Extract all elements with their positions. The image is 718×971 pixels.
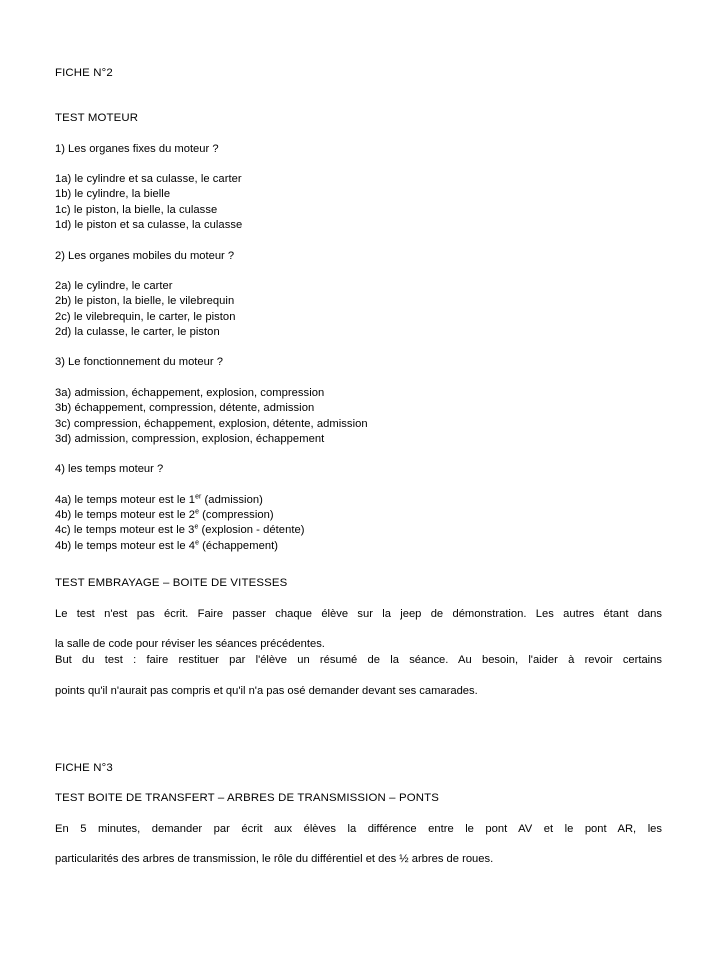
answer-option: 2a) le cylindre, le carter [55, 279, 173, 292]
spacer [55, 81, 662, 111]
ordinal-suffix: e [195, 508, 199, 516]
ordinal-suffix: er [195, 492, 202, 500]
question-prompt-1: 1) Les organes fixes du moteur ? [55, 142, 219, 155]
spacer [55, 592, 662, 607]
answer-tail: (échappement) [199, 539, 279, 552]
fiche3-title: FICHE N°3 [55, 762, 113, 775]
answer-block-1 [55, 172, 662, 234]
answer-tail: (admission) [201, 493, 263, 506]
answer-option: 1b) le cylindre, la bielle [55, 188, 171, 201]
answer-option: 1c) le piston, la bielle, la culasse [55, 203, 218, 216]
answer-option: 3d) admission, compression, explosion, échappement [55, 432, 325, 445]
spacer [55, 554, 662, 576]
spacer [55, 127, 662, 142]
fiche3-paragraph [55, 822, 662, 868]
question-prompt-3: 3) Le fonctionnement du moteur ? [55, 356, 223, 369]
answer-tail: (compression) [199, 509, 274, 522]
spacer [55, 157, 662, 172]
answer-option: 3c) compression, échappement, explosion, détente, admission [55, 417, 368, 430]
question-prompt-2: 2) Les organes mobiles du moteur ? [55, 249, 235, 262]
embrayage-heading: TEST EMBRAYAGE – BOITE DE VITESSES [55, 577, 288, 590]
answer-option: 3b) échappement, compression, détente, admission [55, 402, 315, 415]
answer-option: 1d) le piston et sa culasse, la culasse [55, 219, 243, 232]
spacer [55, 234, 662, 249]
spacer [55, 371, 662, 386]
paragraph-line: la salle de code pour réviser les séances précédentes. [55, 638, 325, 651]
answer-option: 2c) le vilebrequin, le carter, le piston [55, 310, 236, 323]
answer-option [55, 523, 662, 538]
answer-option [55, 539, 662, 554]
answer-block-2 [55, 279, 662, 341]
answer-text: 4b) le temps moteur est le 2 [55, 509, 196, 522]
answer-text: 4c) le temps moteur est le 3 [55, 524, 195, 537]
answer-block-3 [55, 386, 662, 448]
answer-block-4 [55, 493, 662, 555]
answer-text: 4b) le temps moteur est le 4 [55, 539, 196, 552]
answer-option [55, 508, 662, 523]
answer-option: 2d) la culasse, le carter, le piston [55, 326, 220, 339]
document-body [55, 66, 662, 868]
paragraph-line: But du test : faire restituer par l'élève un résumé de la séance. Au besoin, l'aider à revoir certains [55, 653, 662, 666]
answer-option: 2b) le piston, la bielle, le vilebrequin [55, 295, 235, 308]
fiche2-title: FICHE N°2 [55, 67, 113, 79]
paragraph-line: Le test n'est pas écrit. Faire passer chaque élève sur la jeep de démonstration. Les autres étant dans [55, 607, 662, 620]
fiche2-section-title: TEST MOTEUR [55, 112, 139, 125]
spacer [55, 478, 662, 493]
fiche3-section-title: TEST BOITE DE TRANSFERT – ARBRES DE TRANSMISSION – PONTS [55, 792, 439, 805]
paragraph-line: En 5 minutes, demander par écrit aux élèves la différence entre le pont AV et le pont AR, les [55, 822, 662, 835]
spacer [55, 264, 662, 279]
answer-tail: (explosion - détente) [198, 524, 305, 537]
answer-option: 3a) admission, échappement, explosion, compression [55, 386, 325, 399]
ordinal-suffix: e [195, 539, 199, 547]
spacer [55, 776, 662, 791]
paragraph-line: particularités des arbres de transmission, le rôle du différentiel et des ½ arbres de roues. [55, 853, 494, 866]
answer-option: 1a) le cylindre et sa culasse, le carter [55, 172, 242, 185]
question-prompt-4: 4) les temps moteur ? [55, 463, 164, 476]
answer-text: 4a) le temps moteur est le 1 [55, 493, 196, 506]
spacer [55, 807, 662, 822]
ordinal-suffix: e [194, 523, 199, 531]
answer-option [55, 493, 662, 508]
embrayage-paragraph [55, 607, 662, 699]
spacer [55, 340, 662, 355]
paragraph-line: points qu'il n'aurait pas compris et qu'il n'a pas osé demander devant ses camarades. [55, 684, 478, 697]
spacer [55, 699, 662, 761]
spacer [55, 447, 662, 462]
